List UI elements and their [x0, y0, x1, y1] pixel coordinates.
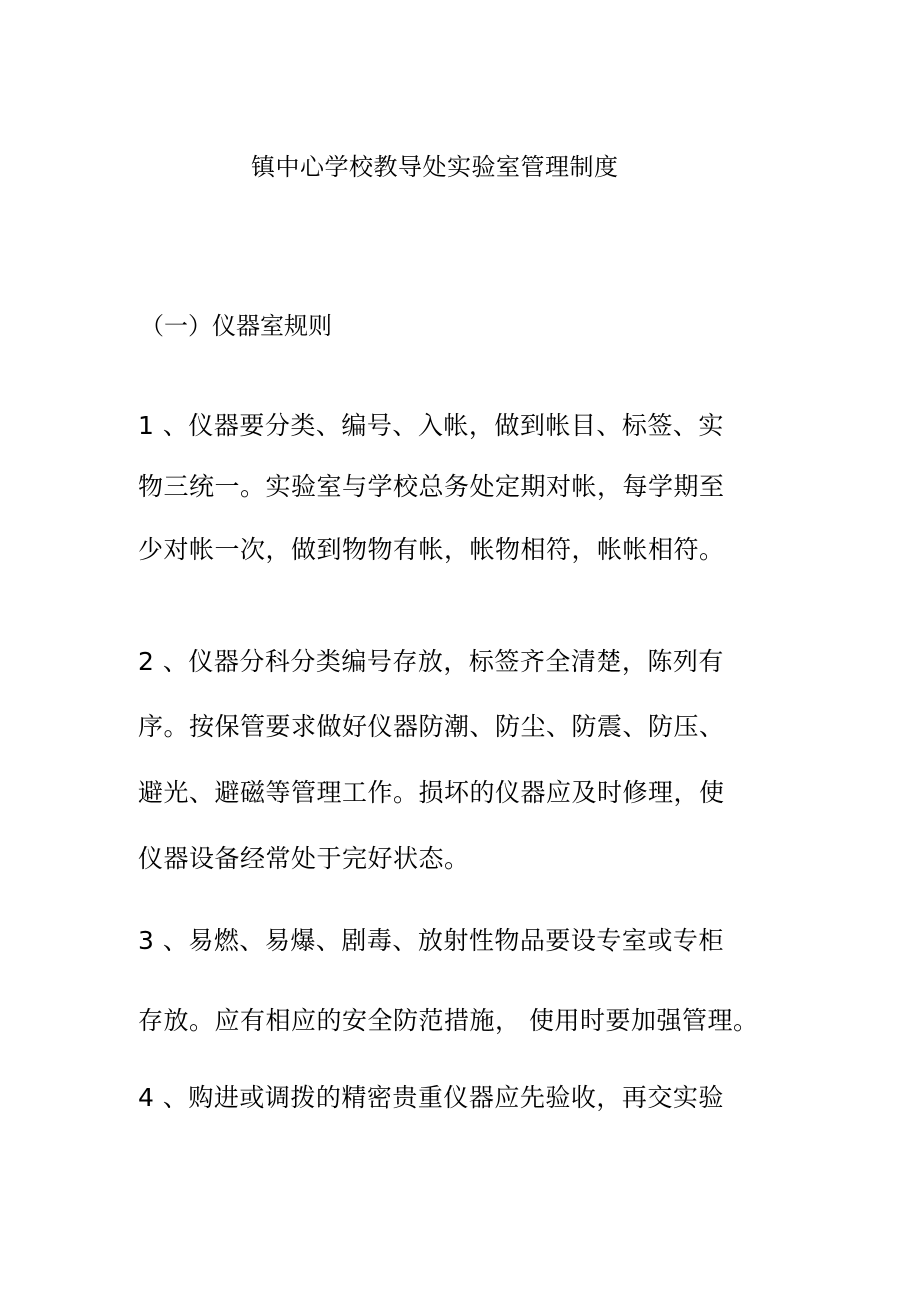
- paragraph-line: 避光、避磁等管理工作。损坏的仪器应及时修理，使: [138, 778, 725, 807]
- paragraph-line: 1 、仪器要分类、编号、入帐，做到帐目、标签、实: [138, 411, 724, 440]
- paragraph-line: 少对帐一次，做到物物有帐，帐物相符，帐帐相符。: [138, 535, 725, 564]
- paragraph-line: 序。按保管要求做好仪器防潮、防尘、防震、防压、: [138, 712, 725, 741]
- paragraph-line: 存放。应有相应的安全防范措施， 使用时要加强管理。: [138, 1006, 759, 1035]
- paragraph-line: 2 、仪器分科分类编号存放，标签齐全清楚，陈列有: [138, 647, 724, 676]
- paragraph-line: 仪器设备经常处于完好状态。: [138, 844, 470, 873]
- section-heading: （一）仪器室规则: [140, 312, 332, 340]
- paragraph-line: 物三统一。实验室与学校总务处定期对帐，每学期至: [138, 472, 725, 501]
- page-title: 镇中心学校教导处实验室管理制度: [251, 153, 619, 181]
- paragraph-line: 3 、易燃、易爆、剧毒、放射性物品要设专室或专柜: [138, 926, 724, 955]
- paragraph-line: 4 、购进或调拨的精密贵重仪器应先验收，再交实验: [138, 1083, 724, 1112]
